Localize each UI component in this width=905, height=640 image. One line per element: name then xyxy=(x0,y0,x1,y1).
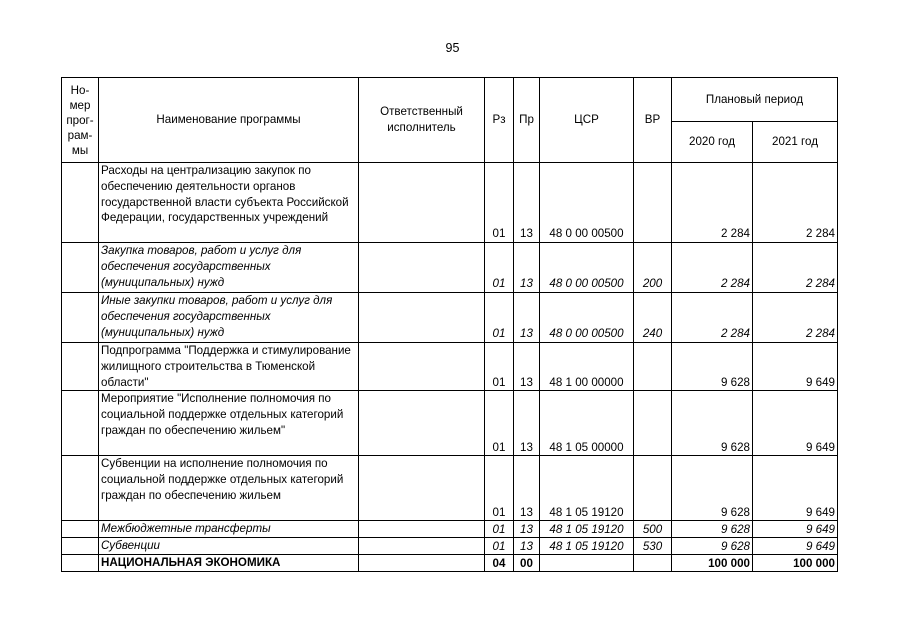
program-name-cell: Закупка товаров, работ и услуг для обеспечения государственных (муниципальных) нужд xyxy=(99,243,359,293)
program-number-cell xyxy=(62,293,99,343)
program-name-cell: Субвенции на исполнение полномочия по социальной поддержке отдельных категорий граждан по обеспечению жильем xyxy=(99,456,359,521)
pr-cell: 13 xyxy=(514,521,540,538)
header-vr: ВР xyxy=(634,78,672,163)
rz-cell: 04 xyxy=(485,555,514,572)
amount-2020-cell: 2 284 xyxy=(672,293,753,343)
header-planning-period: Плановый период xyxy=(672,78,838,122)
csr-cell: 48 1 05 19120 xyxy=(540,538,634,555)
amount-2020-cell: 2 284 xyxy=(672,243,753,293)
csr-cell: 48 0 00 00500 xyxy=(540,243,634,293)
program-name-cell: Мероприятие "Исполнение полномочия по социальной поддержке отдельных категорий граждан по обеспечению жильем" xyxy=(99,391,359,456)
header-csr: ЦСР xyxy=(540,78,634,163)
header-program-name: Наименование программы xyxy=(99,78,359,163)
responsible-cell xyxy=(359,163,485,243)
program-name-cell: НАЦИОНАЛЬНАЯ ЭКОНОМИКА xyxy=(99,555,359,572)
pr-cell: 13 xyxy=(514,456,540,521)
rz-cell: 01 xyxy=(485,456,514,521)
amount-2020-cell: 9 628 xyxy=(672,538,753,555)
amount-2021-cell: 2 284 xyxy=(753,243,838,293)
csr-cell: 48 0 00 00500 xyxy=(540,293,634,343)
csr-cell xyxy=(540,555,634,572)
amount-2021-cell: 9 649 xyxy=(753,391,838,456)
header-responsible: Ответственный исполнитель xyxy=(359,78,485,163)
amount-2021-cell: 100 000 xyxy=(753,555,838,572)
header-pr: Пр xyxy=(514,78,540,163)
program-name-cell: Межбюджетные трансферты xyxy=(99,521,359,538)
vr-cell xyxy=(634,555,672,572)
amount-2020-cell: 2 284 xyxy=(672,163,753,243)
pr-cell: 13 xyxy=(514,343,540,391)
table-row xyxy=(62,163,838,243)
rz-cell: 01 xyxy=(485,391,514,456)
header-year-2021: 2021 год xyxy=(753,122,838,163)
responsible-cell xyxy=(359,521,485,538)
program-number-cell xyxy=(62,163,99,243)
rz-cell: 01 xyxy=(485,163,514,243)
table-row xyxy=(62,538,838,555)
table-row xyxy=(62,243,838,293)
pr-cell: 13 xyxy=(514,293,540,343)
vr-cell: 200 xyxy=(634,243,672,293)
vr-cell xyxy=(634,456,672,521)
amount-2021-cell: 9 649 xyxy=(753,456,838,521)
rz-cell: 01 xyxy=(485,293,514,343)
rz-cell: 01 xyxy=(485,343,514,391)
csr-cell: 48 1 05 19120 xyxy=(540,456,634,521)
pr-cell: 13 xyxy=(514,163,540,243)
program-number-cell xyxy=(62,521,99,538)
rz-cell: 01 xyxy=(485,243,514,293)
header-program-number: Но- мер прог- рам- мы xyxy=(62,78,99,163)
amount-2021-cell: 2 284 xyxy=(753,293,838,343)
pr-cell: 13 xyxy=(514,243,540,293)
table-row xyxy=(62,456,838,521)
csr-cell: 48 1 05 00000 xyxy=(540,391,634,456)
table-row xyxy=(62,555,838,572)
table-row xyxy=(62,293,838,343)
responsible-cell xyxy=(359,293,485,343)
program-number-cell xyxy=(62,243,99,293)
responsible-cell xyxy=(359,538,485,555)
program-number-cell xyxy=(62,391,99,456)
amount-2021-cell: 9 649 xyxy=(753,521,838,538)
program-number-cell xyxy=(62,456,99,521)
rz-cell: 01 xyxy=(485,538,514,555)
amount-2020-cell: 9 628 xyxy=(672,343,753,391)
responsible-cell xyxy=(359,391,485,456)
pr-cell: 13 xyxy=(514,391,540,456)
program-name-cell: Субвенции xyxy=(99,538,359,555)
amount-2020-cell: 9 628 xyxy=(672,391,753,456)
vr-cell: 500 xyxy=(634,521,672,538)
vr-cell xyxy=(634,163,672,243)
responsible-cell xyxy=(359,555,485,572)
pr-cell: 13 xyxy=(514,538,540,555)
responsible-cell xyxy=(359,456,485,521)
responsible-cell xyxy=(359,243,485,293)
program-name-cell: Расходы на централизацию закупок по обеспечению деятельности органов государственной власти субъекта Российской Федерации, государственных учреждений xyxy=(99,163,359,243)
amount-2021-cell: 9 649 xyxy=(753,343,838,391)
header-year-2020: 2020 год xyxy=(672,122,753,163)
amount-2020-cell: 100 000 xyxy=(672,555,753,572)
responsible-cell xyxy=(359,343,485,391)
amount-2021-cell: 2 284 xyxy=(753,163,838,243)
program-name-cell: Подпрограмма "Поддержка и стимулирование жилищного строительства в Тюменской области" xyxy=(99,343,359,391)
csr-cell: 48 1 05 19120 xyxy=(540,521,634,538)
program-name-cell: Иные закупки товаров, работ и услуг для обеспечения государственных (муниципальных) нужд xyxy=(99,293,359,343)
program-number-cell xyxy=(62,538,99,555)
page-number: 95 xyxy=(445,41,460,55)
vr-cell: 240 xyxy=(634,293,672,343)
vr-cell xyxy=(634,391,672,456)
table-row xyxy=(62,391,838,456)
amount-2020-cell: 9 628 xyxy=(672,456,753,521)
pr-cell: 00 xyxy=(514,555,540,572)
vr-cell: 530 xyxy=(634,538,672,555)
amount-2021-cell: 9 649 xyxy=(753,538,838,555)
vr-cell xyxy=(634,343,672,391)
table-row xyxy=(62,343,838,391)
csr-cell: 48 1 00 00000 xyxy=(540,343,634,391)
budget-table xyxy=(61,77,838,572)
rz-cell: 01 xyxy=(485,521,514,538)
program-number-cell xyxy=(62,343,99,391)
program-number-cell xyxy=(62,555,99,572)
csr-cell: 48 0 00 00500 xyxy=(540,163,634,243)
table-row xyxy=(62,521,838,538)
header-rz: Рз xyxy=(485,78,514,163)
amount-2020-cell: 9 628 xyxy=(672,521,753,538)
